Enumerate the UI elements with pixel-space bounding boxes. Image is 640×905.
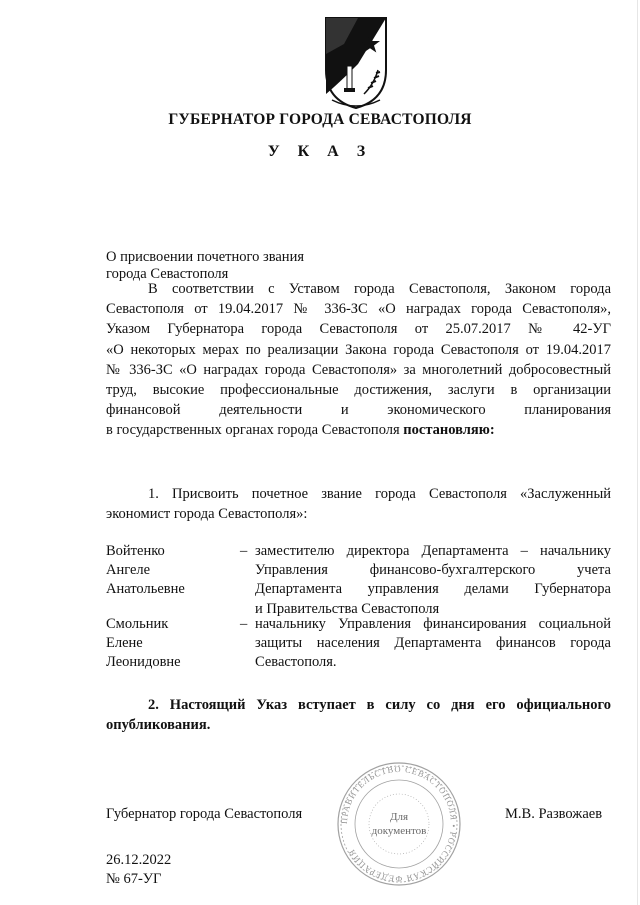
subject-line: города Севастополя [106, 266, 229, 282]
item-1-line: 1. Присвоить почетное звание города Севастополя «Заслуженный [148, 486, 611, 502]
awardee-position-line: начальнику Управления финансирования социальной [255, 616, 611, 632]
awardee-name-line: Анатольевне [106, 581, 185, 598]
awardee-name-line: Смольник [106, 616, 169, 632]
sevastopol-coat-of-arms-icon [318, 14, 394, 110]
item-1-paragraph [106, 484, 611, 524]
awardee-position-line: и Правительства Севастополя [255, 600, 440, 617]
awardee-position-line: защиты населения Департамента финансов города [255, 635, 611, 652]
decree-keyword: постановляю: [403, 422, 495, 439]
preamble-line: Указом Губернатора города Севастополя от 25.07.2017 № 42-УГ [106, 321, 611, 338]
awardee-name-line: Елене [106, 635, 143, 652]
page-edge-line [637, 0, 638, 905]
awardee-name-line: Ангеле [106, 562, 151, 579]
awardee-name [106, 542, 236, 600]
subject-line: О присвоении почетного звания [106, 249, 304, 265]
item-2-paragraph [106, 695, 611, 735]
official-stamp [333, 760, 465, 888]
awardee-position [255, 615, 611, 673]
preamble-line: в государственных органах города Севастополя [106, 422, 400, 439]
awardee-name [106, 615, 236, 673]
awardee-name-line: Войтенко [106, 543, 165, 559]
awardee-name-line: Леонидовне [106, 654, 181, 671]
item-2-line: опубликования. [106, 717, 211, 734]
page-title: ГУБЕРНАТОР ГОРОДА СЕВАСТОПОЛЯ [168, 111, 472, 128]
preamble-line: финансовой деятельности и экономического планирования [106, 402, 611, 419]
preamble-line: В соответствии с Уставом города Севастополя, Законом города [148, 281, 611, 297]
awardee-position-line: заместителю директора Департамента – начальнику [255, 543, 611, 559]
preamble-line: труд, высокие профессиональные достижения, заслуги в организации [106, 382, 611, 399]
preamble-last-line [106, 420, 611, 440]
svg-text:ПРАВИТЕЛЬСТВО СЕВАСТОПОЛЯ • РО [339, 764, 459, 884]
item-2-line: 2. Настоящий Указ вступает в силу со дня его официального [148, 697, 611, 713]
preamble-line: № 336-ЗС «О наградах города Севастополя» за многолетний добросовестный [106, 361, 611, 378]
stamp-center-text: Для [389, 811, 409, 823]
stamp-center-text: документов [371, 825, 427, 837]
awardee-position-line: Управления финансово-бухгалтерского учета [255, 562, 611, 579]
stamp-ring-text: ПРАВИТЕЛЬСТВО СЕВАСТОПОЛЯ • РОССИЙСКАЯ ФЕДЕРАЦИЯ [338, 763, 460, 885]
item-1-line: экономист города Севастополя»: [106, 506, 308, 523]
preamble-line: «О некоторых мерах по реализации Закона города Севастополя от 19.04.2017 [106, 341, 611, 358]
preamble-line: Севастополя от 19.04.2017 № 336-ЗС «О наградах города Севастополя», [106, 301, 611, 318]
decree-number: № 67-УГ [106, 871, 162, 887]
signatory-role: Губернатор города Севастополя [106, 806, 303, 822]
awardee-dash: – [240, 543, 248, 559]
decree-heading: У К А З [267, 143, 373, 160]
awardee-position [255, 542, 611, 619]
decree-subject [106, 249, 304, 283]
awardee-position-line: Департамента управления делами Губернатора [255, 581, 611, 598]
decree-date: 26.12.2022 [106, 852, 172, 868]
awardee-dash: – [240, 616, 248, 632]
signatory-name: М.В. Развожаев [505, 806, 603, 822]
preamble-paragraph [106, 279, 611, 441]
awardee-position-line: Севастополя. [255, 654, 337, 671]
